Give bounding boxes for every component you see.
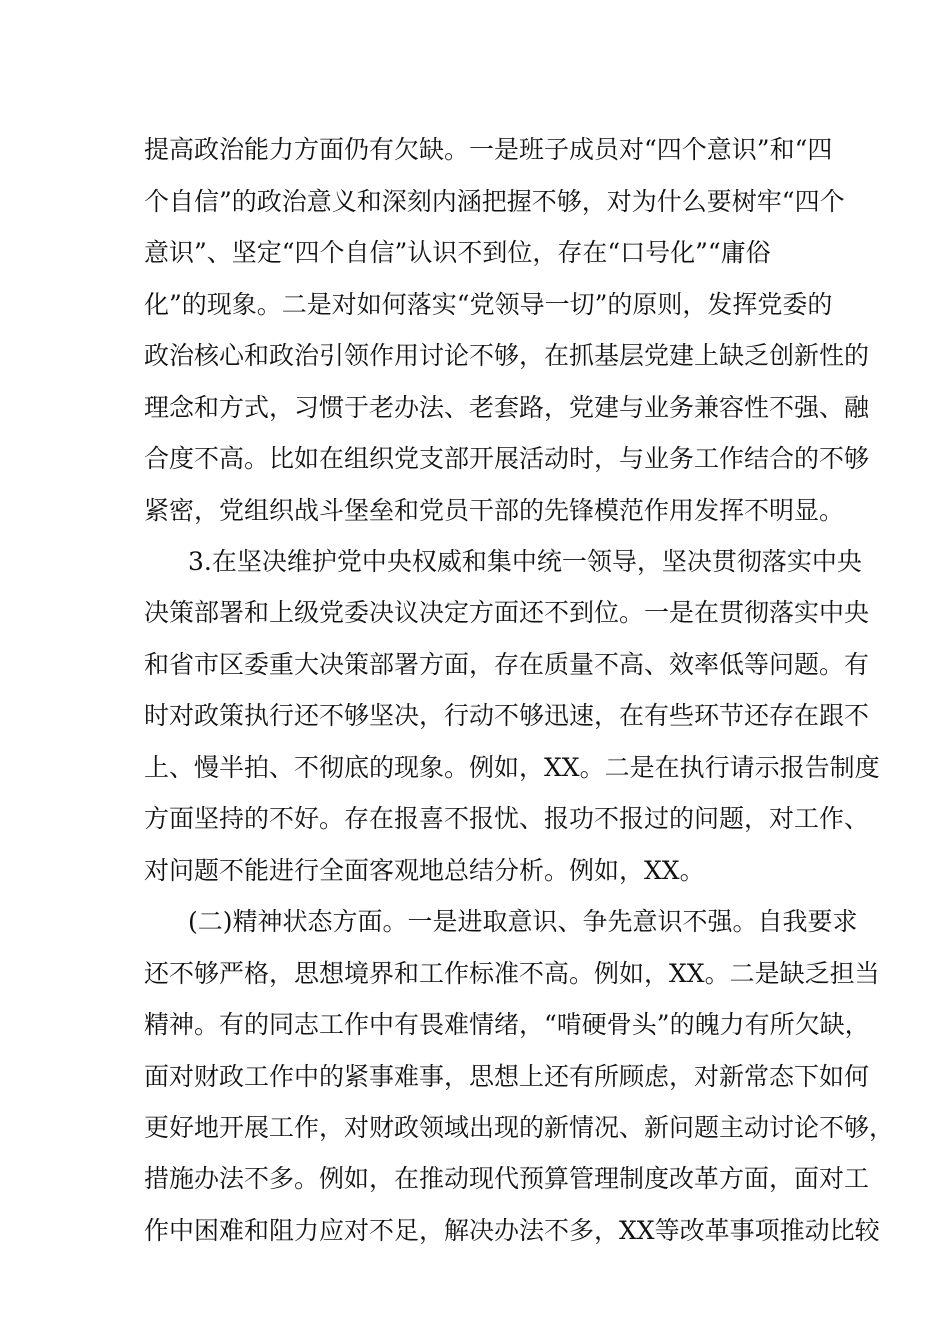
text-line: 理念和方式，习惯于老办法、老套路，党建与业务兼容性不强、融: [144, 393, 870, 422]
text-line: 合度不高。比如在组织党支部开展活动时，与业务工作结合的不够: [144, 444, 870, 473]
text-line: 作中困难和阻力应对不足，解决办法不多，XX等改革事项推动比较: [144, 1216, 880, 1245]
text-line: 决策部署和上级党委决议决定方面还不到位。一是在贯彻落实中央: [144, 598, 870, 627]
text-line: 提高政治能力方面仍有欠缺。一是班子成员对“四个意识”和“四: [144, 135, 833, 164]
text-line: 方面坚持的不好。存在报喜不报忧、报功不报过的问题，对工作、: [144, 804, 870, 833]
text-line: 政治核心和政治引领作用讨论不够，在抓基层党建上缺乏创新性的: [144, 341, 870, 370]
text-line: 和省市区委重大决策部署方面，存在质量不高、效率低等问题。有: [144, 650, 870, 679]
text-line: 3.在坚决维护党中央权威和集中统一领导，坚决贯彻落实中央: [188, 547, 862, 576]
text-line: 个自信”的政治意义和深刻内涵把握不够，对为什么要树牢“四个: [144, 187, 845, 216]
text-line: 还不够严格，思想境界和工作标准不高。例如，XX。二是缺乏担当: [144, 959, 880, 988]
text-line: 精神。有的同志工作中有畏难情绪，“啃硬骨头”的魄力有所欠缺，: [144, 1010, 870, 1039]
text-line: 上、慢半拍、不彻底的现象。例如，XX。二是在执行请示报告制度: [144, 753, 880, 782]
text-line: 紧密，党组织战斗堡垒和党员干部的先锋模范作用发挥不明显。: [144, 496, 845, 525]
text-line: 化”的现象。二是对如何落实“党领导一切”的原则，发挥党委的: [144, 290, 833, 319]
text-line: 措施办法不多。例如，在推动现代预算管理制度改革方面，面对工: [144, 1164, 870, 1193]
text-line: 对问题不能进行全面客观地总结分析。例如，XX。: [144, 856, 705, 885]
text-line: 更好地开展工作，对财政领域出现的新情况、新问题主动讨论不够，: [144, 1113, 895, 1142]
text-line: 时对政策执行还不够坚决，行动不够迅速，在有些环节还存在跟不: [144, 701, 870, 730]
text-line: 面对财政工作中的紧事难事，思想上还有所顾虑，对新常态下如何: [144, 1062, 870, 1091]
text-line: 意识”、坚定“四个自信”认识不到位，存在“口号化”“庸俗: [144, 238, 771, 267]
text-line: (二)精神状态方面。一是进取意识、争先意识不强。自我要求: [188, 907, 858, 936]
